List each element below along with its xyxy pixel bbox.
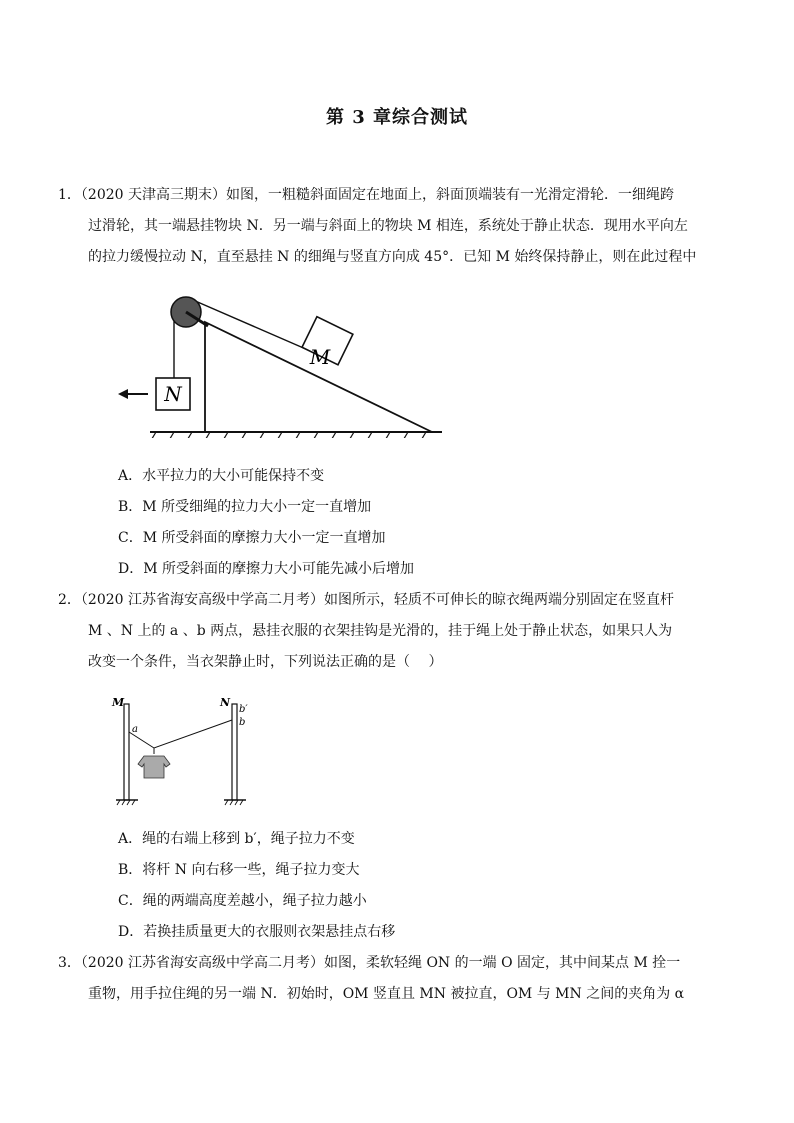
point-a-label: a: [132, 724, 138, 735]
question-1-line-2: 过滑轮，其一端悬挂物块 N．另一端与斜面上的物块 M 相连，系统处于静止状态．现用水平向左: [88, 218, 688, 234]
question-1-line-3: 的拉力缓慢拉动 N，直至悬挂 N 的细绳与竖直方向成 45°．已知 M 始终保持静止，则在此过程中: [88, 249, 697, 265]
question-2-number: 2．: [58, 592, 81, 608]
question-2-line-2: M 、N 上的 a 、b 两点，悬挂衣服的衣架挂钩是光滑的，挂于绳上处于静止状态，如果只人为: [88, 623, 673, 639]
question-1-number: 1．: [58, 187, 81, 203]
question-3-line-2: 重物，用手拉住绳的另一端 N．初始时，OM 竖直且 MN 被拉直，OM 与 MN 之间的夹角为 α: [88, 986, 685, 1002]
block-m-label: M: [309, 345, 331, 369]
question-2-stem: [58, 585, 713, 678]
question-1-figure: [110, 288, 450, 438]
question-1-option-d[interactable]: D．M 所受斜面的摩擦力大小可能先减小后增加: [118, 561, 415, 577]
question-2-option-b[interactable]: B．将杆 N 向右移一些，绳子拉力变大: [118, 862, 360, 878]
question-2-option-a[interactable]: A．绳的右端上移到 b′，绳子拉力不变: [118, 831, 355, 847]
question-1-line-1: 1．（2020 天津高三期末）如图，一粗糙斜面固定在地面上，斜面顶端装有一光滑定滑轮．一细绳跨: [58, 187, 674, 203]
point-b-prime-label: b′: [239, 704, 248, 715]
question-3-stem: [58, 948, 713, 1010]
point-b-label: b: [239, 717, 246, 728]
question-1-option-c[interactable]: C．M 所受斜面的摩擦力大小一定一直增加: [118, 530, 386, 546]
question-2-option-d[interactable]: D．若换挂质量更大的衣服则衣架悬挂点右移: [118, 924, 396, 940]
question-3-number: 3．: [58, 955, 81, 971]
question-2-option-c[interactable]: C．绳的两端高度差越小，绳子拉力越小: [118, 893, 367, 909]
question-1-option-a[interactable]: A．水平拉力的大小可能保持不变: [118, 468, 325, 484]
question-2-line-1: 2．（2020 江苏省海安高级中学高二月考）如图所示，轻质不可伸长的晾衣绳两端分别固定在竖直杆: [58, 592, 674, 608]
question-1-option-b[interactable]: B．M 所受细绳的拉力大小一定一直增加: [118, 499, 372, 515]
block-n-label: N: [164, 382, 182, 406]
question-1-stem: [58, 180, 713, 273]
pole-n-label: N: [220, 696, 231, 709]
pole-m-label: M: [112, 696, 125, 709]
question-2-figure: [108, 694, 253, 809]
question-2-line-3: 改变一个条件，当衣架静止时，下列说法正确的是（ ）: [88, 654, 443, 670]
question-3-line-1: 3．（2020 江苏省海安高级中学高二月考）如图，柔软轻绳 ON 的一端 O 固定，其中间某点 M 拴一: [58, 955, 681, 971]
page-title: 第 3 章综合测试: [325, 107, 469, 128]
